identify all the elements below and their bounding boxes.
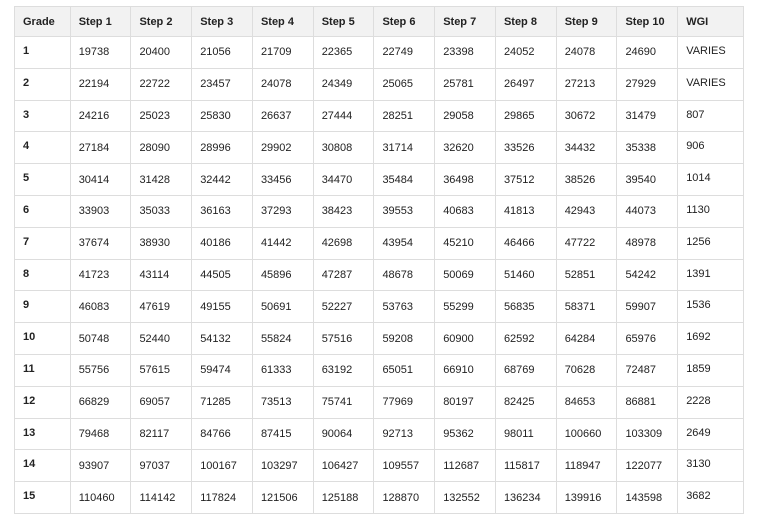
step-cell: 38526 — [556, 164, 617, 196]
step-cell: 65051 — [374, 354, 435, 386]
table-row — [15, 291, 744, 323]
step-cell: 92713 — [374, 418, 435, 450]
step-cell: 27184 — [70, 132, 131, 164]
step-cell: 25065 — [374, 68, 435, 100]
step-cell: 30414 — [70, 164, 131, 196]
column-header: Step 4 — [252, 7, 313, 37]
grade-cell: 5 — [15, 164, 71, 196]
step-cell: 60900 — [435, 323, 496, 355]
grade-cell: 9 — [15, 291, 71, 323]
step-cell: 22722 — [131, 68, 192, 100]
step-cell: 29902 — [252, 132, 313, 164]
table-row — [15, 164, 744, 196]
pay-scale-table — [14, 6, 744, 514]
step-cell: 20400 — [131, 37, 192, 69]
step-cell: 37293 — [252, 195, 313, 227]
step-cell: 28251 — [374, 100, 435, 132]
step-cell: 55299 — [435, 291, 496, 323]
column-header: Step 1 — [70, 7, 131, 37]
grade-cell: 2 — [15, 68, 71, 100]
step-cell: 59208 — [374, 323, 435, 355]
step-cell: 34432 — [556, 132, 617, 164]
step-cell: 35484 — [374, 164, 435, 196]
step-cell: 122077 — [617, 450, 678, 482]
step-cell: 58371 — [556, 291, 617, 323]
step-cell: 66829 — [70, 386, 131, 418]
grade-cell: 3 — [15, 100, 71, 132]
step-cell: 42698 — [313, 227, 374, 259]
step-cell: 33526 — [495, 132, 556, 164]
step-cell: 34470 — [313, 164, 374, 196]
column-header: Step 6 — [374, 7, 435, 37]
step-cell: 121506 — [252, 482, 313, 514]
wgi-cell: 3682 — [678, 482, 744, 514]
step-cell: 69057 — [131, 386, 192, 418]
grade-cell: 15 — [15, 482, 71, 514]
wgi-cell: 1859 — [678, 354, 744, 386]
column-header: Grade — [15, 7, 71, 37]
step-cell: 54242 — [617, 259, 678, 291]
table-row — [15, 259, 744, 291]
step-cell: 21056 — [192, 37, 253, 69]
step-cell: 26637 — [252, 100, 313, 132]
grade-cell: 8 — [15, 259, 71, 291]
wgi-cell: VARIES — [678, 37, 744, 69]
grade-cell: 1 — [15, 37, 71, 69]
step-cell: 63192 — [313, 354, 374, 386]
step-cell: 39553 — [374, 195, 435, 227]
step-cell: 50691 — [252, 291, 313, 323]
step-cell: 48978 — [617, 227, 678, 259]
step-cell: 47287 — [313, 259, 374, 291]
step-cell: 27929 — [617, 68, 678, 100]
step-cell: 118947 — [556, 450, 617, 482]
step-cell: 35033 — [131, 195, 192, 227]
step-cell: 51460 — [495, 259, 556, 291]
step-cell: 40186 — [192, 227, 253, 259]
step-cell: 139916 — [556, 482, 617, 514]
table-row — [15, 132, 744, 164]
step-cell: 86881 — [617, 386, 678, 418]
step-cell: 35338 — [617, 132, 678, 164]
step-cell: 61333 — [252, 354, 313, 386]
wgi-cell: 906 — [678, 132, 744, 164]
step-cell: 27444 — [313, 100, 374, 132]
wgi-cell: 2228 — [678, 386, 744, 418]
step-cell: 30672 — [556, 100, 617, 132]
step-cell: 25781 — [435, 68, 496, 100]
step-cell: 100660 — [556, 418, 617, 450]
step-cell: 55756 — [70, 354, 131, 386]
table-row — [15, 418, 744, 450]
step-cell: 143598 — [617, 482, 678, 514]
wgi-cell: VARIES — [678, 68, 744, 100]
step-cell: 87415 — [252, 418, 313, 450]
step-cell: 41813 — [495, 195, 556, 227]
wgi-cell: 1536 — [678, 291, 744, 323]
step-cell: 125188 — [313, 482, 374, 514]
step-cell: 23457 — [192, 68, 253, 100]
step-cell: 52851 — [556, 259, 617, 291]
step-cell: 106427 — [313, 450, 374, 482]
wgi-cell: 1130 — [678, 195, 744, 227]
step-cell: 77969 — [374, 386, 435, 418]
wgi-cell: 807 — [678, 100, 744, 132]
step-cell: 41442 — [252, 227, 313, 259]
step-cell: 28996 — [192, 132, 253, 164]
step-cell: 90064 — [313, 418, 374, 450]
grade-cell: 14 — [15, 450, 71, 482]
step-cell: 39540 — [617, 164, 678, 196]
grade-cell: 6 — [15, 195, 71, 227]
step-cell: 57516 — [313, 323, 374, 355]
step-cell: 41723 — [70, 259, 131, 291]
wgi-cell: 2649 — [678, 418, 744, 450]
step-cell: 37512 — [495, 164, 556, 196]
wgi-cell: 1692 — [678, 323, 744, 355]
step-cell: 22365 — [313, 37, 374, 69]
step-cell: 32620 — [435, 132, 496, 164]
step-cell: 110460 — [70, 482, 131, 514]
step-cell: 36163 — [192, 195, 253, 227]
table-row — [15, 354, 744, 386]
step-cell: 75741 — [313, 386, 374, 418]
grade-cell: 4 — [15, 132, 71, 164]
step-cell: 24690 — [617, 37, 678, 69]
step-cell: 29865 — [495, 100, 556, 132]
step-cell: 24216 — [70, 100, 131, 132]
step-cell: 24078 — [252, 68, 313, 100]
step-cell: 97037 — [131, 450, 192, 482]
step-cell: 68769 — [495, 354, 556, 386]
step-cell: 38930 — [131, 227, 192, 259]
step-cell: 132552 — [435, 482, 496, 514]
step-cell: 33903 — [70, 195, 131, 227]
wgi-cell: 3130 — [678, 450, 744, 482]
step-cell: 112687 — [435, 450, 496, 482]
step-cell: 21709 — [252, 37, 313, 69]
step-cell: 46083 — [70, 291, 131, 323]
wgi-cell: 1391 — [678, 259, 744, 291]
step-cell: 52227 — [313, 291, 374, 323]
table-row — [15, 195, 744, 227]
step-cell: 33456 — [252, 164, 313, 196]
table-row — [15, 227, 744, 259]
header-row — [15, 7, 744, 37]
step-cell: 66910 — [435, 354, 496, 386]
step-cell: 136234 — [495, 482, 556, 514]
step-cell: 48678 — [374, 259, 435, 291]
step-cell: 50748 — [70, 323, 131, 355]
step-cell: 62592 — [495, 323, 556, 355]
step-cell: 73513 — [252, 386, 313, 418]
step-cell: 50069 — [435, 259, 496, 291]
wgi-cell: 1256 — [678, 227, 744, 259]
column-header: Step 9 — [556, 7, 617, 37]
step-cell: 65976 — [617, 323, 678, 355]
step-cell: 32442 — [192, 164, 253, 196]
table-row — [15, 37, 744, 69]
grade-cell: 13 — [15, 418, 71, 450]
step-cell: 45896 — [252, 259, 313, 291]
column-header: Step 8 — [495, 7, 556, 37]
step-cell: 98011 — [495, 418, 556, 450]
step-cell: 24052 — [495, 37, 556, 69]
table-row — [15, 100, 744, 132]
table-header — [15, 7, 744, 37]
step-cell: 71285 — [192, 386, 253, 418]
step-cell: 40683 — [435, 195, 496, 227]
step-cell: 25830 — [192, 100, 253, 132]
step-cell: 22194 — [70, 68, 131, 100]
step-cell: 80197 — [435, 386, 496, 418]
step-cell: 45210 — [435, 227, 496, 259]
step-cell: 22749 — [374, 37, 435, 69]
step-cell: 93907 — [70, 450, 131, 482]
step-cell: 24078 — [556, 37, 617, 69]
step-cell: 57615 — [131, 354, 192, 386]
step-cell: 43114 — [131, 259, 192, 291]
step-cell: 36498 — [435, 164, 496, 196]
pay-table-container — [14, 6, 744, 514]
step-cell: 103297 — [252, 450, 313, 482]
step-cell: 25023 — [131, 100, 192, 132]
step-cell: 31714 — [374, 132, 435, 164]
step-cell: 42943 — [556, 195, 617, 227]
column-header: Step 7 — [435, 7, 496, 37]
step-cell: 47619 — [131, 291, 192, 323]
step-cell: 43954 — [374, 227, 435, 259]
step-cell: 29058 — [435, 100, 496, 132]
step-cell: 30808 — [313, 132, 374, 164]
step-cell: 72487 — [617, 354, 678, 386]
step-cell: 28090 — [131, 132, 192, 164]
step-cell: 24349 — [313, 68, 374, 100]
grade-cell: 12 — [15, 386, 71, 418]
step-cell: 19738 — [70, 37, 131, 69]
table-row — [15, 482, 744, 514]
grade-cell: 11 — [15, 354, 71, 386]
step-cell: 82425 — [495, 386, 556, 418]
table-row — [15, 450, 744, 482]
step-cell: 53763 — [374, 291, 435, 323]
table-row — [15, 386, 744, 418]
step-cell: 31479 — [617, 100, 678, 132]
step-cell: 59907 — [617, 291, 678, 323]
step-cell: 79468 — [70, 418, 131, 450]
grade-cell: 7 — [15, 227, 71, 259]
step-cell: 44073 — [617, 195, 678, 227]
wgi-cell: 1014 — [678, 164, 744, 196]
step-cell: 52440 — [131, 323, 192, 355]
step-cell: 37674 — [70, 227, 131, 259]
step-cell: 103309 — [617, 418, 678, 450]
column-header: Step 10 — [617, 7, 678, 37]
step-cell: 84653 — [556, 386, 617, 418]
step-cell: 95362 — [435, 418, 496, 450]
step-cell: 38423 — [313, 195, 374, 227]
step-cell: 100167 — [192, 450, 253, 482]
step-cell: 109557 — [374, 450, 435, 482]
table-row — [15, 68, 744, 100]
step-cell: 59474 — [192, 354, 253, 386]
column-header: Step 2 — [131, 7, 192, 37]
column-header: Step 3 — [192, 7, 253, 37]
step-cell: 47722 — [556, 227, 617, 259]
step-cell: 115817 — [495, 450, 556, 482]
step-cell: 27213 — [556, 68, 617, 100]
step-cell: 55824 — [252, 323, 313, 355]
step-cell: 84766 — [192, 418, 253, 450]
table-row — [15, 323, 744, 355]
step-cell: 46466 — [495, 227, 556, 259]
step-cell: 49155 — [192, 291, 253, 323]
step-cell: 114142 — [131, 482, 192, 514]
step-cell: 70628 — [556, 354, 617, 386]
column-header: Step 5 — [313, 7, 374, 37]
step-cell: 54132 — [192, 323, 253, 355]
step-cell: 117824 — [192, 482, 253, 514]
step-cell: 26497 — [495, 68, 556, 100]
step-cell: 64284 — [556, 323, 617, 355]
step-cell: 56835 — [495, 291, 556, 323]
step-cell: 31428 — [131, 164, 192, 196]
step-cell: 128870 — [374, 482, 435, 514]
step-cell: 44505 — [192, 259, 253, 291]
column-header: WGI — [678, 7, 744, 37]
grade-cell: 10 — [15, 323, 71, 355]
table-body — [15, 37, 744, 514]
step-cell: 23398 — [435, 37, 496, 69]
step-cell: 82117 — [131, 418, 192, 450]
